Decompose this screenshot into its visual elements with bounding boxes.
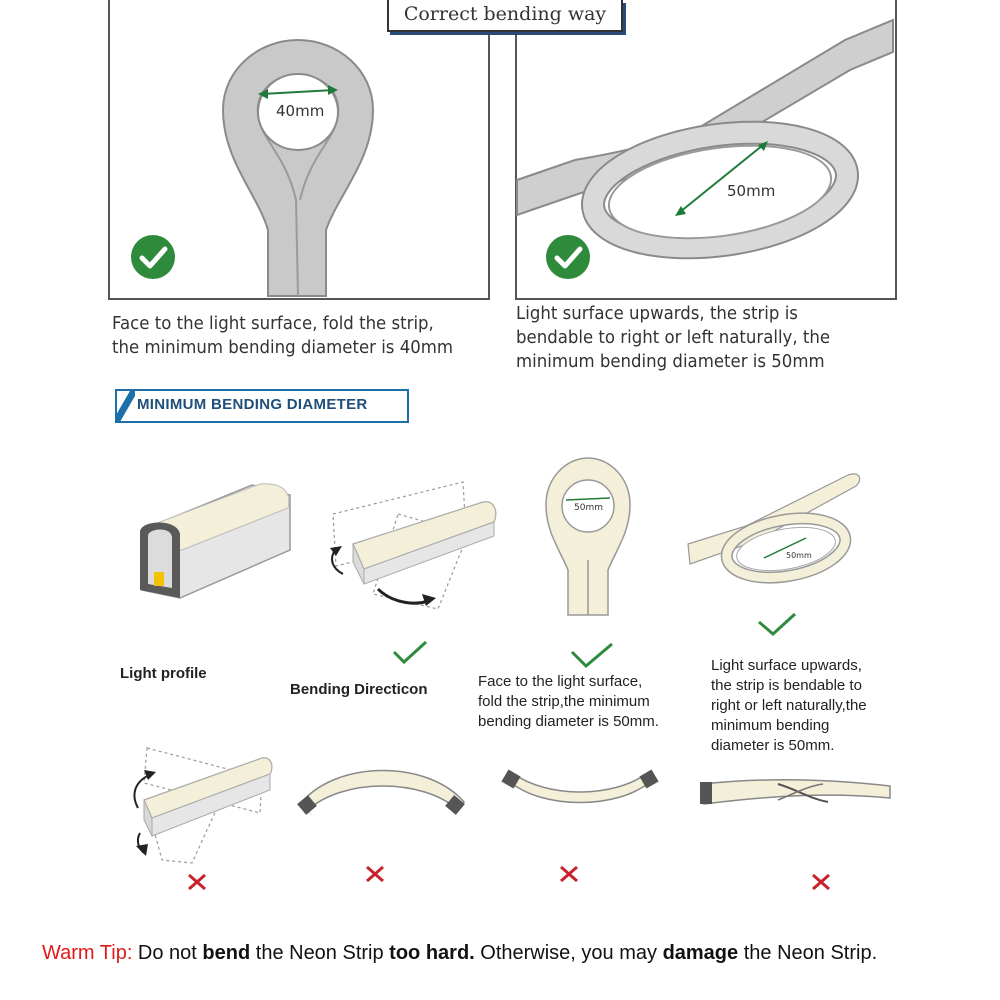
fold-50mm-illustration [538, 450, 638, 620]
check-icon [755, 612, 805, 642]
top-left-caption [112, 312, 453, 360]
caption-line: fold the strip,the minimum [478, 693, 650, 710]
top-right-caption [516, 302, 830, 374]
dimension-40mm: 40mm [276, 102, 325, 120]
fold-dimension: 50mm [574, 503, 603, 513]
tip-label: Warm Tip: [42, 942, 133, 964]
tip-text: Do not [132, 942, 203, 964]
tip-bold: too hard. [389, 942, 475, 964]
caption-line: bending diameter is 50mm. [478, 713, 659, 730]
wrong-arch-bend-illustration [298, 760, 468, 820]
caption-line: the minimum bending diameter is 40mm [112, 337, 454, 358]
check-icon [130, 234, 180, 284]
cross-icon [186, 872, 210, 894]
header-title: Correct bending way [403, 3, 607, 25]
tip-text: Otherwise, you may [474, 942, 663, 964]
cross-icon [364, 864, 388, 886]
wrong-upward-bend-illustration [122, 738, 282, 868]
caption-line: bendable to right or left naturally, the [516, 327, 831, 348]
caption-line: Face to the light surface, fold the strip, [112, 313, 434, 334]
warm-tip [42, 942, 877, 965]
caption-line: minimum bending diameter is 50mm [516, 351, 825, 372]
fold-caption [478, 672, 659, 732]
wrong-down-bend-illustration [500, 770, 660, 830]
upwards-caption [711, 656, 867, 756]
upwards-ring-small-illustration [686, 466, 866, 586]
caption-line: the strip is bendable to [711, 677, 862, 694]
check-icon [545, 234, 595, 284]
check-icon [390, 638, 430, 668]
caption-line: diameter is 50mm. [711, 737, 835, 754]
minimum-bending-diameter-tag [115, 389, 409, 423]
light-profile-illustration [132, 480, 302, 610]
section-title: MINIMUM BENDING DIAMETER [137, 396, 368, 413]
tip-text: the Neon Strip. [738, 942, 878, 964]
cross-icon [558, 864, 582, 886]
bending-direction-label: Bending Directicon [290, 681, 428, 698]
light-profile-label: Light profile [120, 665, 207, 682]
tip-bold: damage [662, 942, 739, 964]
tag-accent [115, 389, 135, 423]
tip-text: the Neon Strip [250, 942, 390, 964]
check-icon [568, 642, 618, 672]
bending-direction-illustration [318, 474, 508, 614]
caption-line: Light surface upwards, [711, 657, 862, 674]
caption-line: right or left naturally,the [711, 697, 867, 714]
caption-line: Face to the light surface, [478, 673, 643, 690]
dimension-50mm: 50mm [727, 182, 776, 200]
cross-icon [810, 872, 834, 894]
tip-bold: bend [202, 942, 251, 964]
caption-line: Light surface upwards, the strip is [516, 303, 798, 324]
wrong-twist-illustration [698, 776, 898, 816]
caption-line: minimum bending [711, 717, 830, 734]
upwards-dimension: 50mm [786, 551, 812, 560]
